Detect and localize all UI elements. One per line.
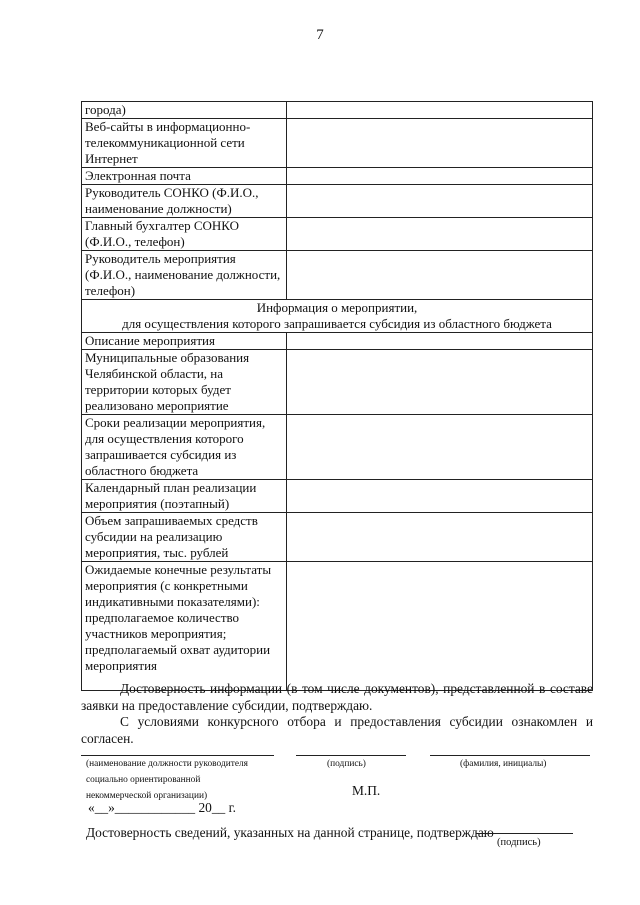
table-row	[82, 350, 593, 415]
row-label-subsidy-amount: Объем запрашиваемых средств субсидии на реализацию мероприятия, тыс. рублей	[82, 513, 287, 562]
section-header-line-2: для осуществления которого запрашивается субсидия из областного бюджета	[122, 316, 552, 331]
position-caption-2: социально ориентированной	[86, 775, 201, 785]
row-label-terms: Сроки реализации мероприятия, для осуществления которого запрашивается субсидия из областного бюджета	[82, 415, 287, 480]
row-label-city-cont: города)	[82, 102, 287, 119]
name-caption: (фамилия, инициалы)	[460, 759, 547, 769]
row-value-cell[interactable]	[287, 168, 593, 185]
row-label-email: Электронная почта	[82, 168, 287, 185]
row-label-websites: Веб-сайты в информационно-телекоммуникационной сети Интернет	[82, 119, 287, 168]
table-row	[82, 300, 593, 333]
row-label-expected-results: Ожидаемые конечные результаты мероприятия (с конкретными индикативными показателями): предполагаемое количество участников мероприятия; предполагаемый охват аудитории мероприятия	[82, 562, 287, 691]
page-number: 7	[316, 27, 324, 43]
row-value-cell[interactable]	[287, 415, 593, 480]
position-line	[81, 755, 274, 756]
signature-caption: (подпись)	[327, 759, 366, 769]
table-row	[82, 562, 593, 691]
section-header-line-1: Информация о мероприятии,	[256, 300, 418, 315]
table-row	[82, 218, 593, 251]
date-line: «__»____________ 20__ г.	[88, 800, 236, 815]
table-row	[82, 251, 593, 300]
row-value-cell[interactable]	[287, 513, 593, 562]
signature-line	[296, 755, 406, 756]
name-line	[430, 755, 590, 756]
footer-confirmation: Достоверность сведений, указанных на данной странице, подтверждаю	[86, 825, 494, 840]
table-row	[82, 168, 593, 185]
table-row	[82, 119, 593, 168]
row-value-cell[interactable]	[287, 333, 593, 350]
confirmation-paragraph: Достоверность информации (в том числе документов), представленной в составе заявки на предоставление субсидии, подтверждаю.	[81, 681, 593, 713]
row-value-cell[interactable]	[287, 185, 593, 218]
row-value-cell[interactable]	[287, 562, 593, 691]
section-header	[82, 300, 593, 333]
table-row	[82, 415, 593, 480]
row-label-calendar-plan: Календарный план реализации мероприятия (поэтапный)	[82, 480, 287, 513]
row-label-event-head: Руководитель мероприятия (Ф.И.О., наименование должности, телефон)	[82, 251, 287, 300]
row-label-head: Руководитель СОНКО (Ф.И.О., наименование должности)	[82, 185, 287, 218]
footer-signature-line	[476, 833, 573, 834]
row-value-cell[interactable]	[287, 350, 593, 415]
row-value-cell[interactable]	[287, 119, 593, 168]
table-row	[82, 513, 593, 562]
table-row	[82, 480, 593, 513]
row-value-cell[interactable]	[287, 251, 593, 300]
table-row	[82, 333, 593, 350]
position-caption-1: (наименование должности руководителя	[86, 759, 248, 769]
row-label-municipalities: Муниципальные образования Челябинской области, на территории которых будет реализовано мероприятие	[82, 350, 287, 415]
row-value-cell[interactable]	[287, 218, 593, 251]
footer-signature-caption: (подпись)	[497, 837, 541, 848]
row-label-accountant: Главный бухгалтер СОНКО (Ф.И.О., телефон)	[82, 218, 287, 251]
agreement-paragraph: С условиями конкурсного отбора и предоставления субсидии ознакомлен и согласен.	[81, 714, 593, 746]
row-label-description: Описание мероприятия	[82, 333, 287, 350]
position-caption-3: некоммерческой организации)	[86, 791, 208, 801]
row-value-cell[interactable]	[287, 102, 593, 119]
stamp-place: М.П.	[352, 783, 381, 798]
table-row	[82, 185, 593, 218]
table-row	[82, 102, 593, 119]
application-form-table	[81, 101, 593, 691]
row-value-cell[interactable]	[287, 480, 593, 513]
